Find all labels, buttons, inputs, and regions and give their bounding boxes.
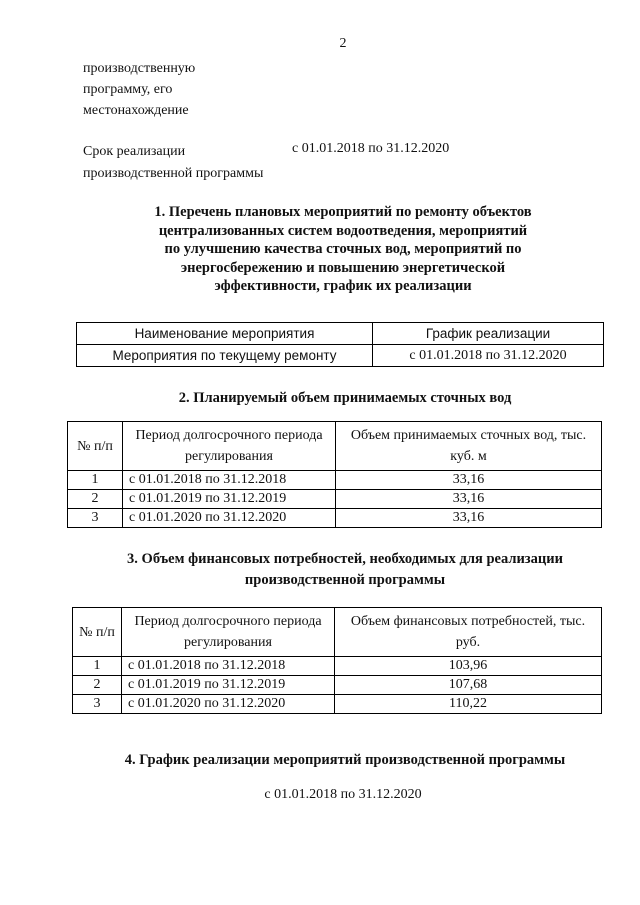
table-cell: 110,22 (335, 695, 602, 714)
header-cell: График реализации (373, 323, 604, 345)
section4-period: с 01.01.2018 по 31.12.2020 (264, 787, 422, 802)
table-cell: 33,16 (336, 471, 602, 490)
title-line: энергосбережению и повышению энергетической (180, 259, 506, 276)
table-header-row (77, 323, 604, 345)
header-cell: № п/п (68, 422, 123, 471)
header-cell: Наименование мероприятия (77, 323, 373, 345)
page-number: 2 (339, 36, 347, 51)
financial-needs-table (72, 607, 602, 714)
table-cell: 3 (73, 695, 122, 714)
table-header-row (68, 422, 602, 471)
table-cell: 1 (68, 471, 123, 490)
table-cell: с 01.01.2020 по 31.12.2020 (123, 509, 336, 528)
title-line: 1. Перечень плановых мероприятий по ремонту объектов (154, 204, 532, 220)
title-line: по улучшению качества сточных вод, мероприятий по (164, 241, 522, 257)
table-row (73, 676, 602, 695)
table-row (77, 345, 604, 367)
section2-title: 2. Планируемый объем принимаемых сточных вод (178, 390, 512, 406)
table-cell: 3 (68, 509, 123, 528)
table-cell: 33,16 (336, 490, 602, 509)
wastewater-volume-table (67, 421, 602, 528)
table-cell: с 01.01.2018 по 31.12.2020 (373, 345, 604, 367)
table-cell: 2 (68, 490, 123, 509)
title-line: централизованных систем водоотведения, мероприятий (158, 222, 528, 239)
activities-table (76, 322, 604, 367)
table-row (68, 509, 602, 528)
table-row (68, 471, 602, 490)
table-cell: с 01.01.2020 по 31.12.2020 (122, 695, 335, 714)
table-cell: с 01.01.2018 по 31.12.2018 (122, 657, 335, 676)
section1-title (100, 203, 586, 296)
table-row (68, 490, 602, 509)
header-cell: Объем финансовых потребностей, тыс. руб. (335, 608, 602, 657)
intro-line: местонахождение (83, 103, 189, 118)
section3-title-line: производственной программы (244, 572, 446, 588)
title-line: эффективности, график их реализации (214, 278, 472, 294)
table-row (73, 657, 602, 676)
header-cell: Объем принимаемых сточных вод, тыс. куб. м (336, 422, 602, 471)
table-cell: с 01.01.2018 по 31.12.2018 (123, 471, 336, 490)
table-header-row (73, 608, 602, 657)
table-row (73, 695, 602, 714)
table-cell: 103,96 (335, 657, 602, 676)
table-cell: с 01.01.2019 по 31.12.2019 (122, 676, 335, 695)
term-label (83, 141, 263, 185)
header-cell: Период долгосрочного периода регулирования (123, 422, 336, 471)
term-label-line: производственной программы (83, 166, 264, 181)
intro-line: программу, его (83, 82, 173, 97)
table-cell: 33,16 (336, 509, 602, 528)
term-value: с 01.01.2018 по 31.12.2020 (292, 141, 450, 156)
table-cell: 1 (73, 657, 122, 676)
term-label-line: Срок реализации (83, 144, 186, 159)
section4-title: 4. График реализации мероприятий производственной программы (124, 752, 566, 768)
section3-title-line: 3. Объем финансовых потребностей, необходимых для реализации (127, 551, 563, 567)
table-cell: Мероприятия по текущему ремонту (77, 345, 373, 367)
header-cell: Период долгосрочного периода регулирования (122, 608, 335, 657)
intro-line: производственную (83, 61, 196, 76)
table-cell: с 01.01.2019 по 31.12.2019 (123, 490, 336, 509)
table-cell: 2 (73, 676, 122, 695)
header-cell: № п/п (73, 608, 122, 657)
table-cell: 107,68 (335, 676, 602, 695)
